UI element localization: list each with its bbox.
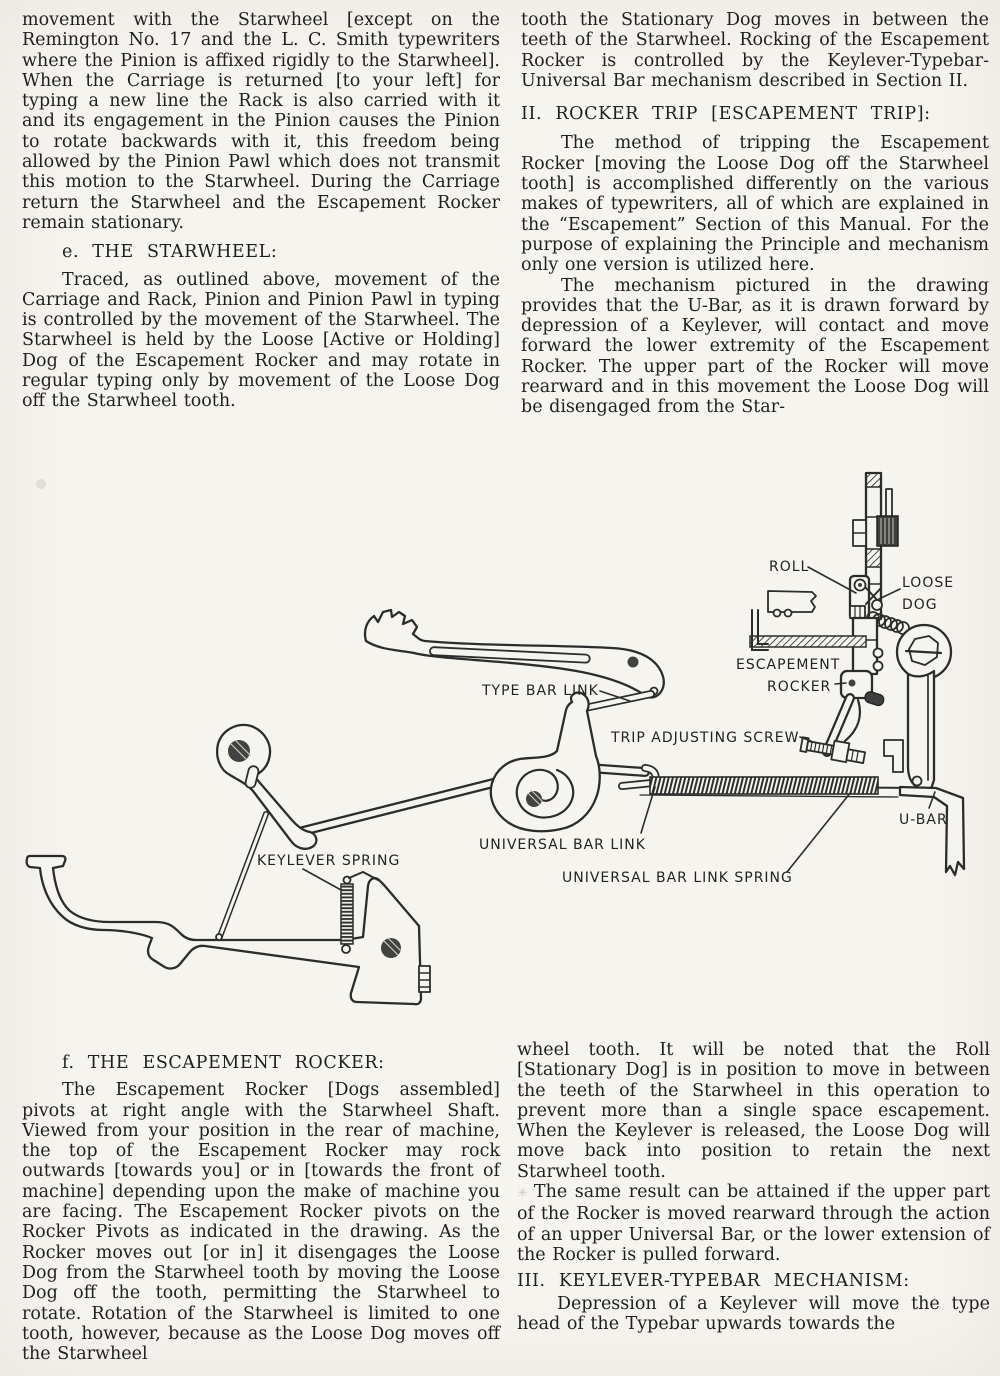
keylever-part (27, 856, 430, 1004)
paragraph (517, 1182, 990, 1265)
universal-bar-segment (768, 591, 816, 612)
paragraph-text: The same result can be attained if the upper part of the Rocker is moved rearward through the action of an upper Universal Bar, or the lower extension of the Rocker is pulled forward. (517, 1182, 990, 1265)
label-rocker: ROCKER (767, 679, 832, 695)
ink-smudge: ✳ (517, 1186, 528, 1202)
top-right-column (521, 10, 989, 418)
escapement-rocker-assembly (750, 473, 909, 765)
knurled-roller (877, 516, 898, 546)
paragraph: Traced, as outlined above, movement of the Carriage and Rack, Pinion and Pinion Pawl in typing is controlled by the movement of the Starwheel. The Starwheel is held by the Loose [Active or Holding] Dog of the Escapement Rocker and may rotate in regular typing only by movement of the Loose Dog off the Starwheel tooth. (22, 269, 500, 412)
section-heading-ii-rocker-trip: II. ROCKER TRIP [ESCAPEMENT TRIP]: (521, 104, 931, 125)
paragraph: wheel tooth. It will be noted that the Roll [Stationary Dog] is in position to move in between the teeth of the Starwheel in this operation to prevent more than a single space escapement. When the Keylever is released, the Loose Dog will move back into position to retain the next Starwheel tooth. (517, 1040, 990, 1182)
label-type-bar-link: TYPE BAR LINK (482, 683, 599, 699)
bell-crank-part (217, 725, 316, 849)
paragraph: The Escapement Rocker [Dogs assembled] pivots at right angle with the Starwheel Shaft. Viewed from your position in the rear of machine, the top of the Escapement Rocker may rock outwards [towards you] or in [towards the front of machine] depending upon the make of machine you are facing. The Escapement Rocker pivots on the Rocker Pivots as indicated in the drawing. As the Rocker moves out [or in] it disengages the Loose Dog from the Starwheel tooth by moving the Loose Dog off the tooth, permitting the Starwheel to rotate. Rotation of the Starwheel is limited to one tooth, however, because as the Loose Dog moves off the Starwheel (22, 1080, 500, 1365)
label-roll: ROLL (769, 559, 810, 575)
section-heading-f-escapement-rocker: f. THE ESCAPEMENT ROCKER: (62, 1053, 385, 1073)
paragraph: The mechanism pictured in the drawing provides that the U-Bar, as it is drawn forward by depression of a Keylever, will contact and move forward the lower extremity of the Escapement Rocker. The upper part of the Rocker will move rearward and in this movement the Loose Dog will be disengaged from the Star- (521, 275, 989, 418)
bottom-right-column (517, 1040, 990, 1334)
label-dog: DOG (902, 597, 938, 613)
paragraph: movement with the Starwheel [except on the Remington No. 17 and the L. C. Smith typewriters where the Pinion is affixed rigidly to the Starwheel]. When the Carriage is returned [to your left] for typing a new line the Rack is also carried with it and its engagement in the Pinion causes the Pinion to rotate backwards with it, this freedom being allowed by the Pinion Pawl which does not transmit this motion to the Starwheel. During the Carriage return the Starwheel and the Escapement Rocker remain stationary. (22, 10, 500, 233)
label-loose: LOOSE (902, 575, 955, 591)
section-heading-iii-keylever-typebar: III. KEYLEVER-TYPEBAR MECHANISM: (517, 1271, 910, 1292)
label-u-bar: U-BAR (899, 812, 948, 828)
sub-lever-part (491, 693, 600, 832)
paragraph: The method of tripping the Escapement Rocker [moving the Loose Dog off the Starwheel tooth] is accomplished differently on the various makes of typewriters, all of which are explained in the “Escapement” Section of this Manual. For the purpose of explaining the Principle and mechanism only one version is utilized here. (521, 133, 989, 276)
paragraph: tooth the Stationary Dog moves in between the teeth of the Starwheel. Rocking of the Escapement Rocker is controlled by the Keylever-Typebar-Universal Bar mechanism described in Section II. (521, 10, 989, 91)
shaft-pin (886, 489, 892, 517)
top-left-column (22, 10, 500, 412)
label-trip-adjusting-screw: TRIP ADJUSTING SCREW (611, 730, 800, 746)
crank-wire (219, 814, 266, 939)
universal-bar-link-spring-part (650, 777, 878, 794)
label-escapement: ESCAPEMENT (736, 657, 841, 673)
paragraph: Depression of a Keylever will move the type head of the Typebar upwards towards the (517, 1293, 990, 1334)
label-universal-bar-link-spring: UNIVERSAL BAR LINK SPRING (562, 870, 793, 886)
u-bar-part (884, 625, 964, 875)
section-heading-e-the-starwheel: e. THE STARWHEEL: (62, 242, 278, 263)
escapement-mechanism-diagram (0, 455, 1000, 1030)
label-universal-bar-link: UNIVERSAL BAR LINK (479, 837, 646, 853)
bottom-left-column (22, 1044, 500, 1364)
label-keylever-spring: KEYLEVER SPRING (257, 853, 401, 869)
scan-smudge (36, 479, 46, 489)
